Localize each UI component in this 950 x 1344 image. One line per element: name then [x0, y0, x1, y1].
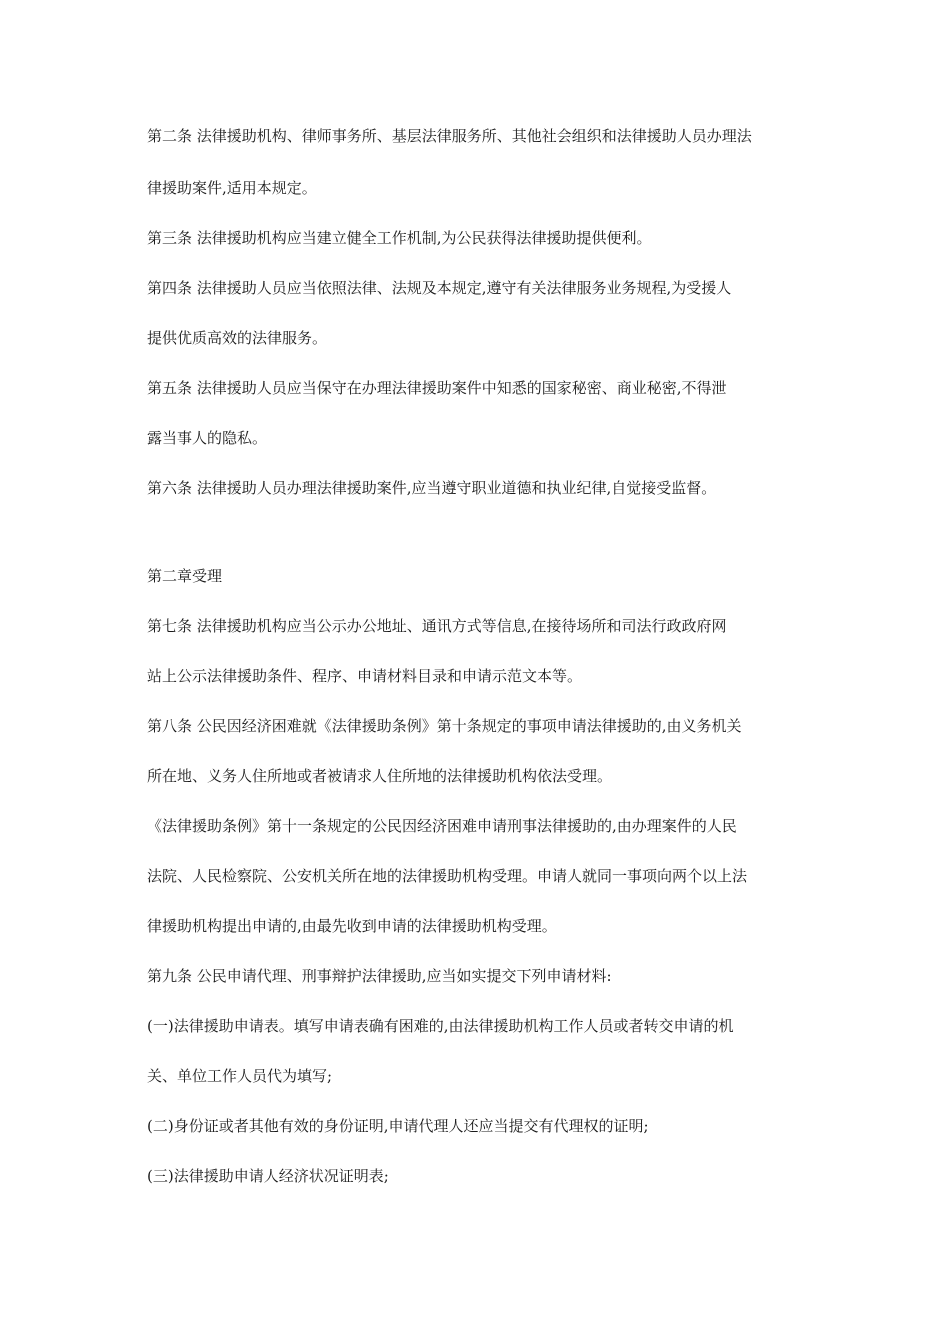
article-9-line-1: 第九条 公民申请代理、刑事辩护法律援助,应当如实提交下列申请材料: [147, 967, 612, 985]
article-8-para-2-line-3: 律援助机构提出申请的,由最先收到申请的法律援助机构受理。 [147, 917, 557, 935]
article-8-para-2-line-1: 《法律援助条例》第十一条规定的公民因经济困难申请刑事法律援助的,由办理案件的人民 [147, 817, 737, 835]
article-9-item-1-line-2: 关、单位工作人员代为填写; [147, 1067, 333, 1085]
article-4-line-1: 第四条 法律援助人员应当依照法律、法规及本规定,遵守有关法律服务业务规程,为受援人 [147, 279, 732, 297]
article-8-para-2-line-2: 法院、人民检察院、公安机关所在地的法律援助机构受理。申请人就同一事项向两个以上法 [147, 867, 748, 885]
article-2-line-2: 律援助案件,适用本规定。 [147, 179, 317, 197]
article-5-line-1: 第五条 法律援助人员应当保守在办理法律援助案件中知悉的国家秘密、商业秘密,不得泄 [147, 379, 727, 397]
article-7-line-2: 站上公示法律援助条件、程序、申请材料目录和申请示范文本等。 [147, 667, 583, 685]
article-8-line-2: 所在地、义务人住所地或者被请求人住所地的法律援助机构依法受理。 [147, 767, 613, 785]
chapter-2-heading: 第二章受理 [147, 567, 223, 585]
article-9-item-2-line-1: (二)身份证或者其他有效的身份证明,申请代理人还应当提交有代理权的证明; [147, 1117, 649, 1135]
article-7-line-1: 第七条 法律援助机构应当公示办公地址、通讯方式等信息,在接待场所和司法行政政府网 [147, 617, 727, 635]
article-4-line-2: 提供优质高效的法律服务。 [147, 329, 328, 347]
article-5-line-2: 露当事人的隐私。 [147, 429, 268, 447]
article-2-line-1: 第二条 法律援助机构、律师事务所、基层法律服务所、其他社会组织和法律援助人员办理法 [147, 127, 752, 145]
article-8-line-1: 第八条 公民因经济困难就《法律援助条例》第十条规定的事项申请法律援助的,由义务机关 [147, 717, 742, 735]
article-9-item-1-line-1: (一)法律援助申请表。填写申请表确有困难的,由法律援助机构工作人员或者转交申请的机 [147, 1017, 734, 1035]
article-9-item-3-line-1: (三)法律援助申请人经济状况证明表; [147, 1167, 389, 1185]
article-6-line-1: 第六条 法律援助人员办理法律援助案件,应当遵守职业道德和执业纪律,自觉接受监督。 [147, 479, 717, 497]
article-3-line-1: 第三条 法律援助机构应当建立健全工作机制,为公民获得法律援助提供便利。 [147, 229, 652, 247]
